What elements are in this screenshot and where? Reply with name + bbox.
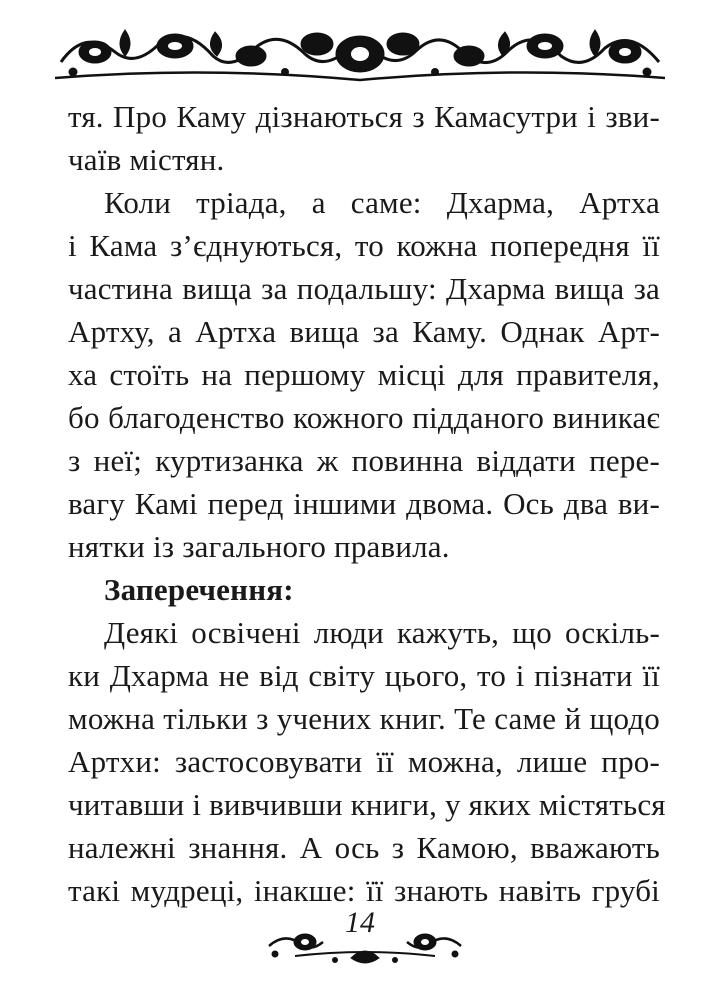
text-line: ха стоїть на першому місці для правителя, — [68, 357, 660, 392]
text-line: ки Дхарма не від світу цього, то і пізнати її — [68, 658, 660, 693]
text-line: і Кама з’єднуються, то кожна попередня її — [68, 228, 660, 263]
text-line: такі мудреці, інакше: її знають навіть грубі — [68, 873, 660, 908]
page-number: 14 — [345, 906, 375, 939]
text-line: частина вища за подальшу: Дхарма вища за — [68, 271, 660, 306]
text-line: вагу Камі перед іншими двома. Ось два ви- — [68, 486, 660, 521]
text-line: Артхи: застосовувати її можна, лише про- — [68, 744, 660, 779]
text-line: нятки із загального правила. — [68, 529, 450, 564]
text-line: бо благоденство кожного підданого виникає — [68, 400, 660, 435]
text-line: належні знання. А ось з Камою, вважають — [68, 830, 660, 865]
text-line: можна тільки з учених книг. Те саме й щодо — [68, 701, 660, 736]
text-line: Деякі освічені люди кажуть, що оскіль- — [104, 615, 660, 650]
text-line: чаїв містян. — [68, 142, 225, 177]
text-line: тя. Про Каму дізнаються з Камасутри і зви- — [68, 99, 660, 134]
text-line: з неї; куртизанка ж повинна віддати пере- — [68, 443, 660, 478]
body-text — [68, 95, 666, 912]
text-line: читавши і вивчивши книги, у яких містяться — [68, 787, 666, 822]
text-line: Коли тріада, а саме: Дхарма, Артха — [104, 185, 660, 220]
section-heading: Заперечення: — [104, 572, 294, 607]
text-line: Артху, а Артха вища за Каму. Однак Арт- — [68, 314, 660, 349]
floral-header-icon — [55, 22, 665, 86]
